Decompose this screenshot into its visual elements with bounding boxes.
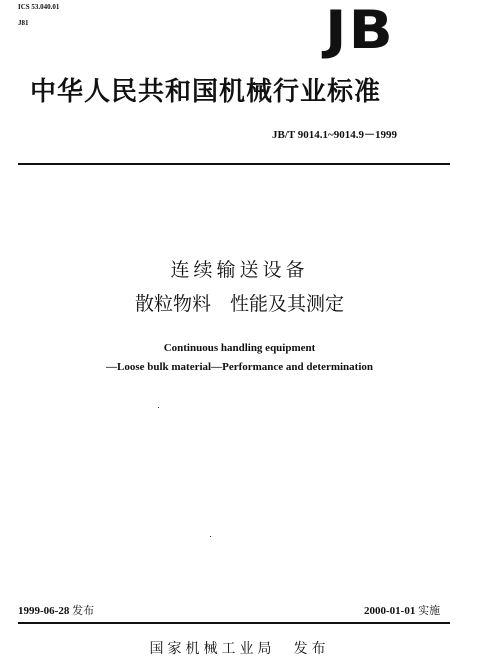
chinese-title-line-2: 散粒物料 性能及其测定 <box>134 293 344 315</box>
jb-logo: JB <box>325 0 395 61</box>
ccs-code: J81 <box>18 19 29 27</box>
standard-title: 中华人民共和国机械行业标准 <box>30 77 382 107</box>
ics-code: ICS 53.040.01 <box>18 3 60 11</box>
scan-speck <box>158 407 159 408</box>
publisher: 国家机械工业局 发布 <box>149 641 330 657</box>
effective-date-line <box>364 604 440 618</box>
scan-speck <box>210 536 211 537</box>
top-divider <box>18 163 450 165</box>
issue-date-line <box>18 604 94 618</box>
effective-date: 2000-01-01 <box>364 605 416 617</box>
standard-number: JB/T 9014.1~9014.9－1999 <box>272 129 398 141</box>
chinese-title-line-1: 连续输送设备 <box>170 259 309 281</box>
issue-label: 发布 <box>72 604 95 617</box>
english-title-line-1: Continuous handling equipment <box>163 342 316 354</box>
issue-date: 1999-06-28 <box>18 605 70 617</box>
effective-label: 实施 <box>418 604 441 617</box>
english-title-line-2: —Loose bulk material—Performance and determination <box>105 361 374 373</box>
bottom-divider <box>18 622 450 624</box>
